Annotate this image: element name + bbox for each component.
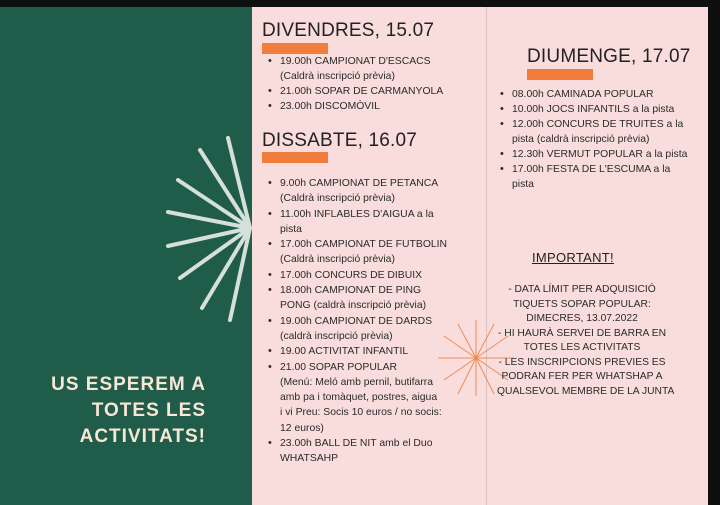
saturday-heading-underline	[262, 152, 328, 163]
friday-list	[268, 54, 483, 114]
saturday-heading: DISSABTE, 16.07	[262, 130, 418, 151]
list-item	[268, 283, 483, 314]
list-item	[268, 436, 483, 467]
item-line: (Caldrà inscripció prèvia)	[280, 254, 395, 266]
item-line: • 9.00h CAMPIONAT DE PETANCA	[280, 178, 439, 189]
sunday-heading: DIUMENGE, 17.07	[527, 46, 691, 67]
item-line: • 17.00h CONCURS DE DIBUIX	[280, 269, 423, 281]
list-item	[268, 237, 483, 268]
item-line: (Menú: Meló amb pernil, butifarra	[280, 376, 434, 388]
item-line: (Caldrà inscripció prèvia)	[280, 193, 395, 205]
item-line: pista (caldrà inscripció prèvia)	[512, 134, 650, 145]
list-item	[268, 344, 483, 359]
list-item	[268, 268, 483, 283]
item-line: PONG (caldrà inscripció prèvia)	[280, 300, 427, 312]
list-item	[500, 147, 705, 162]
item-line: • 17.00h CAMPIONAT DE FUTBOLIN	[280, 239, 448, 251]
list-item	[268, 176, 483, 207]
note-line: - LES INSCRIPCIONS PREVIES ES	[498, 356, 666, 368]
note-line: DIMECRES, 13.07.2022	[526, 313, 638, 324]
friday-heading-underline	[262, 43, 328, 54]
list-item	[500, 87, 705, 102]
important-title: IMPORTANT!	[532, 250, 614, 265]
item-line: • 19.00h CAMPIONAT DE DARDS	[280, 315, 433, 327]
note-line: - DATA LÍMIT PER ADQUISICIÓ	[508, 284, 656, 295]
slogan-line: ACTIVITATS!	[79, 426, 206, 447]
note-line: TIQUETS SOPAR POPULAR:	[513, 298, 651, 310]
item-line: • 08.00h CAMINADA POPULAR	[512, 89, 654, 100]
sunburst-decoration-left	[150, 128, 260, 328]
column-divider	[486, 7, 487, 505]
list-item	[268, 54, 483, 84]
item-line: pista	[280, 223, 302, 235]
sunday-heading-underline	[527, 69, 593, 80]
item-line: • 23.00h BALL DE NIT amb el Duo	[280, 438, 433, 450]
saturday-list	[268, 176, 483, 467]
item-line: • 10.00h JOCS INFANTILS a la pista	[512, 104, 675, 115]
item-line: • 19.00 ACTIVITAT INFANTIL	[280, 346, 409, 358]
item-line: • 21.00 SOPAR POPULAR	[280, 361, 398, 373]
note-line: - HI HAURÀ SERVEI DE BARRA EN	[497, 327, 667, 339]
item-line: • 18.00h CAMPIONAT DE PING	[280, 285, 422, 297]
item-line: • 11.00h INFLABLES D'AIGUA a la	[280, 208, 434, 220]
list-item	[268, 360, 483, 436]
item-note: (Caldrà inscripció prèvia)	[280, 71, 395, 82]
item-line: i vi Preu: Socis 10 euros / no socis:	[280, 407, 442, 419]
list-item	[500, 117, 705, 147]
item-line: WHATSAHP	[280, 453, 339, 465]
slogan-line: TOTES LES	[91, 400, 206, 421]
item-text: 21.00h SOPAR DE CARMANYOLA	[280, 86, 444, 97]
item-line: • 17.00h FESTA DE L'ESCUMA a la	[512, 164, 671, 175]
list-item	[268, 84, 483, 99]
important-notes	[497, 283, 675, 399]
note-line: QUALSEVOL MEMBRE DE LA JUNTA	[497, 385, 675, 397]
item-line: • 12.30h VERMUT POPULAR a la pista	[512, 149, 688, 160]
list-item	[500, 102, 705, 117]
item-line: • 12.00h CONCURS DE TRUITES a la	[512, 119, 684, 130]
list-item	[268, 99, 483, 114]
item-line: pista	[512, 179, 534, 190]
list-item	[268, 207, 483, 238]
right-border	[708, 0, 720, 505]
item-line: 12 euros)	[280, 422, 324, 434]
item-line: amb pa i tomàquet, postres, aigua	[280, 392, 438, 404]
item-line: (caldrà inscripció prèvia)	[280, 330, 393, 342]
item-text: 23.00h DISCOMÒVIL	[280, 101, 380, 112]
note-line: TOTES LES ACTIVITATS	[523, 342, 641, 353]
list-item	[268, 314, 483, 345]
slogan-line: US ESPEREM A	[51, 374, 206, 395]
top-border	[0, 0, 720, 7]
list-item	[500, 162, 705, 192]
slogan	[6, 372, 206, 450]
item-text: 19.00h CAMPIONAT D'ESCACS	[280, 56, 431, 67]
friday-heading: DIVENDRES, 15.07	[262, 20, 435, 41]
note-line: PODRAN FER PER WHATSHAP A	[501, 371, 663, 382]
sunday-list	[500, 87, 705, 192]
